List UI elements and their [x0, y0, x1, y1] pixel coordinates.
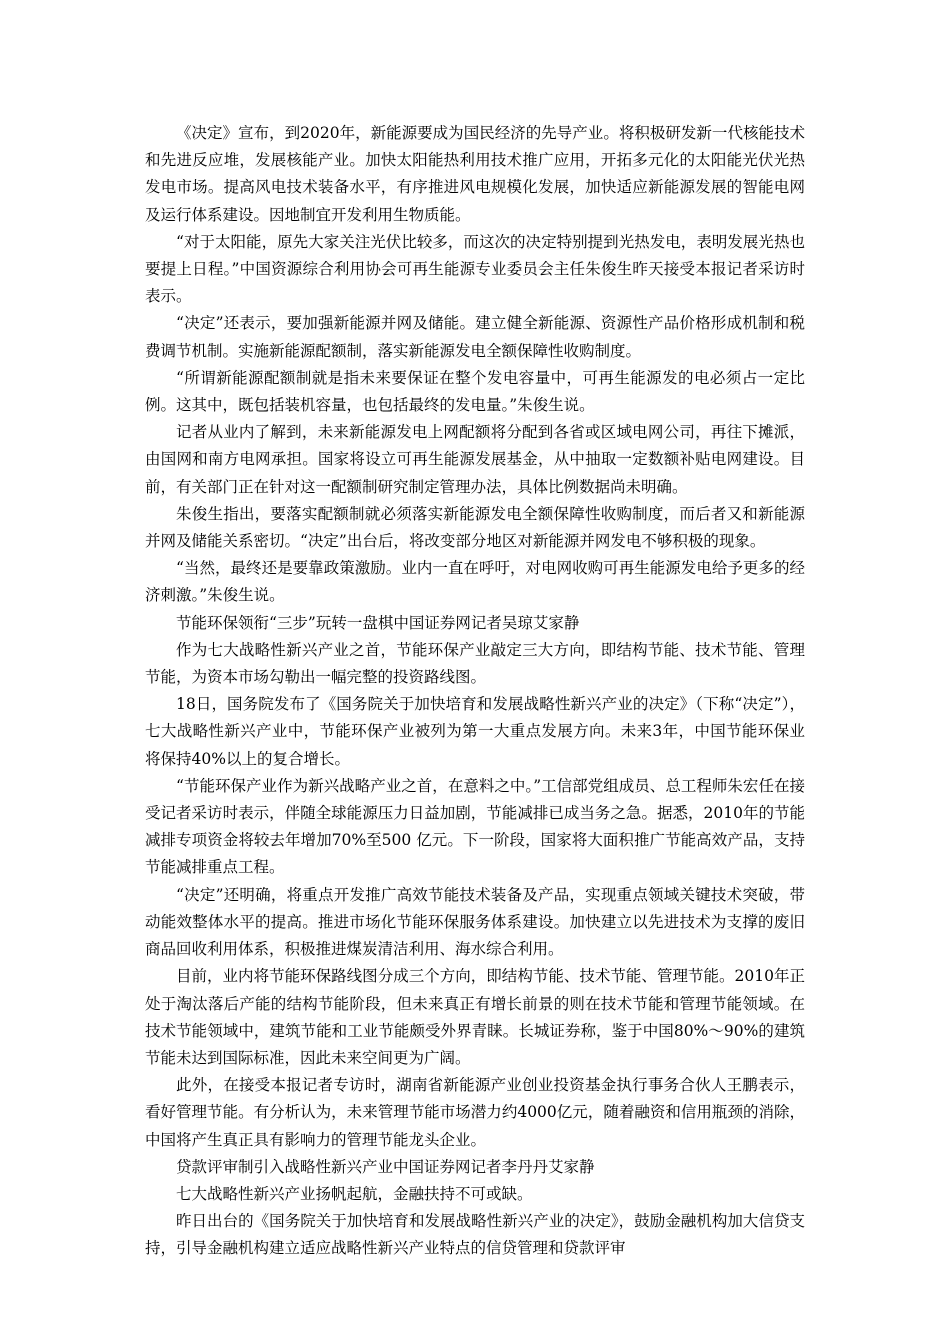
paragraph: 朱俊生指出，要落实配额制就必须落实新能源发电全额保障性收购制度，而后者又和新能源并网及储能关系密切。“决定”出台后，将改变部分地区对新能源并网发电不够积极的现象。 [145, 504, 805, 551]
paragraph: 昨日出台的《国务院关于加快培育和发展战略性新兴产业的决定》，鼓励金融机构加大信贷支持，引导金融机构建立适应战略性新兴产业特点的信贷管理和贷款评审 [145, 1212, 805, 1258]
paragraph: “所谓新能源配额制就是指未来要保证在整个发电容量中，可再生能源发的电必须占一定比例。这其中，既包括装机容量，也包括最终的发电量。”朱俊生说。 [145, 368, 805, 415]
paragraph: “节能环保产业作为新兴战略产业之首，在意料之中。”工信部党组成员、总工程师朱宏任在接受记者采访时表示，伴随全球能源压力日益加剧，节能减排已成当务之急。据悉，2010年的节能减排专项资金将较去年增加70%至500 亿元。下一阶段，国家将大面积推广节能高效产品，支持节能减排重点工程。 [145, 776, 805, 877]
document-body [145, 120, 805, 1263]
paragraph: “决定”还表示，要加强新能源并网及储能。建立健全新能源、资源性产品价格形成机制和税费调节机制。实施新能源配额制，落实新能源发电全额保障性收购制度。 [145, 314, 805, 360]
paragraph: 目前，业内将节能环保路线图分成三个方向，即结构节能、技术节能、管理节能。2010年正处于淘汰落后产能的结构节能阶段，但未来真正有增长前景的则在技术节能和管理节能领域。在技术节能领域中，建筑节能和工业节能颇受外界青睐。长城证券称，鉴于中国80%～90%的建筑节能未达到国际标准，因此未来空间更为广阔。 [145, 967, 805, 1067]
paragraph: 《决定》宣布，到2020年，新能源要成为国民经济的先导产业。将积极研发新一代核能技术和先进反应堆，发展核能产业。加快太阳能热利用技术推广应用，开拓多元化的太阳能光伏光热发电市场。提高风电技术装备水平，有序推进风电规模化发展，加快适应新能源发展的智能电网及运行体系建设。因地制宜开发利用生物质能。 [145, 124, 805, 224]
section-heading: 贷款评审制引入战略性新兴产业中国证券网记者李丹丹艾家静 [176, 1157, 595, 1176]
paragraph: 七大战略性新兴产业扬帆起航，金融扶持不可或缺。 [176, 1184, 533, 1203]
paragraph: “对于太阳能，原先大家关注光伏比较多，而这次的决定特别提到光热发电，表明发展光热也要提上日程。”中国资源综合利用协会可再生能源专业委员会主任朱俊生昨天接受本报记者采访时表示。 [145, 232, 805, 306]
section-heading: 节能环保领衔“三步”玩转一盘棋中国证券网记者吴琼艾家静 [176, 613, 580, 632]
paragraph: “决定”还明确，将重点开发推广高效节能技术装备及产品，实现重点领域关键技术突破，带动能效整体水平的提高。推进市场化节能环保服务体系建设。加快建立以先进技术为支撑的废旧商品回收利用体系，积极推进煤炭清洁利用、海水综合利用。 [145, 885, 805, 959]
paragraph: 此外，在接受本报记者专访时，湖南省新能源产业创业投资基金执行事务合伙人王鹏表示，看好管理节能。有分析认为，未来管理节能市场潜力约4000亿元，随着融资和信用瓶颈的消除，中国将产生真正具有影响力的管理节能龙头企业。 [145, 1076, 805, 1149]
paragraph: 18日，国务院发布了《国务院关于加快培育和发展战略性新兴产业的决定》（下称“决定”），七大战略性新兴产业中，节能环保产业被列为第一大重点发展方向。未来3年，中国节能环保业将保持40%以上的复合增长。 [145, 695, 805, 768]
paragraph: “当然，最终还是要靠政策激励。业内一直在呼吁，对电网收购可再生能源发电给予更多的经济刺激。”朱俊生说。 [145, 559, 805, 605]
paragraph: 记者从业内了解到，未来新能源发电上网配额将分配到各省或区域电网公司，再往下摊派，由国网和南方电网承担。国家将设立可再生能源发展基金，从中抽取一定数额补贴电网建设。目前，有关部门正在针对这一配额制研究制定管理办法，具体比例数据尚未明确。 [145, 423, 805, 496]
paragraph: 作为七大战略性新兴产业之首，节能环保产业敲定三大方向，即结构节能、技术节能、管理节能，为资本市场勾勒出一幅完整的投资路线图。 [145, 640, 805, 687]
